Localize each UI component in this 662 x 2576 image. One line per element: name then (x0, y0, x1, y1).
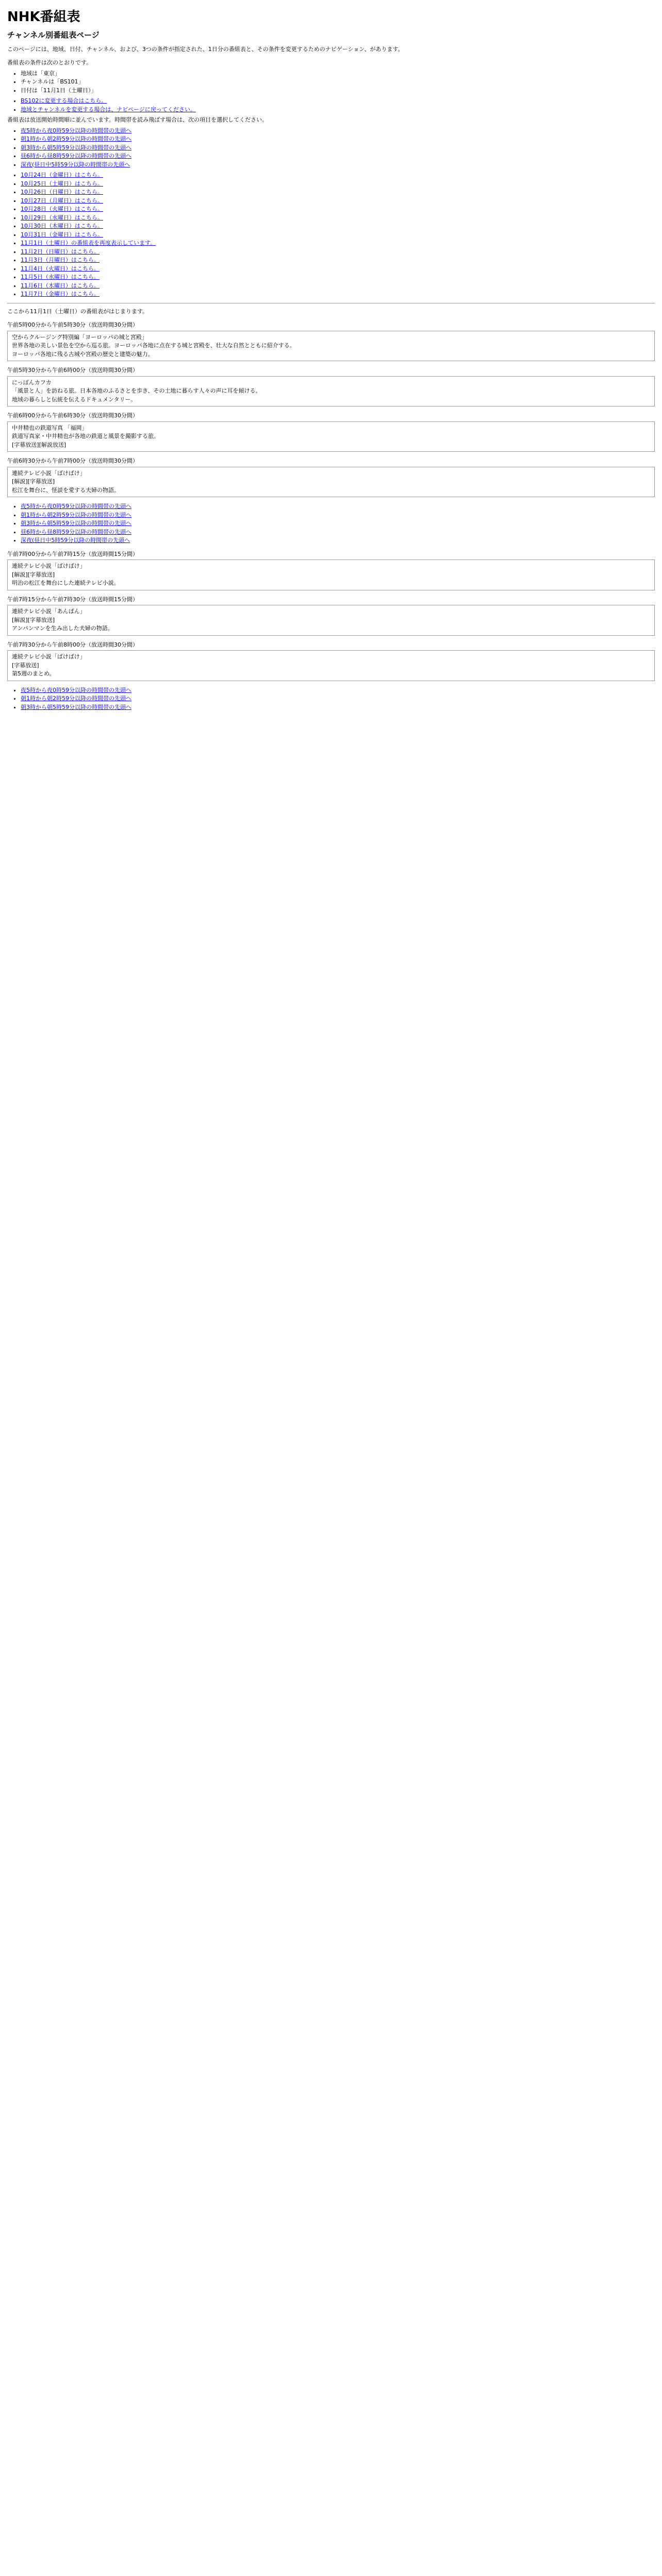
program-title: 連続テレビ小説「あんぱん」 (12, 608, 86, 615)
programs-b (7, 550, 655, 681)
program (7, 596, 655, 636)
time-jump-item[interactable] (21, 144, 655, 152)
program-time: 午前6時00分から午前6時30分（放送時間30分間） (7, 412, 138, 419)
condition-item: • チャンネルは「BS101」 (21, 78, 655, 87)
conditions-section (7, 59, 655, 95)
bottom-time-jump-item[interactable] (21, 694, 655, 703)
mid-time-jump-link[interactable]: 朝1時から朝2時59分以降の時間帯の先頭へ (21, 511, 131, 518)
date-item[interactable] (21, 231, 655, 240)
page (0, 0, 662, 718)
time-jump-item[interactable] (21, 161, 655, 170)
change-item[interactable] (21, 97, 655, 106)
date-link[interactable]: 10月31日（金曜日）はこちら。 (21, 231, 103, 238)
change-link[interactable]: 地域とチャンネルを変更する場合は、ナビページに戻ってください。 (21, 106, 196, 113)
program-box (7, 376, 655, 407)
program-box (7, 560, 655, 590)
program (7, 457, 655, 497)
time-jump-item[interactable] (21, 127, 655, 135)
program-time: 午前7時00分から午前7時15分（放送時間15分間） (7, 550, 138, 557)
date-link[interactable]: 11月1日（土曜日）の番組表を再度表示しています。 (21, 240, 156, 246)
date-link[interactable]: 11月2日（日曜日）はこちら。 (21, 248, 100, 255)
time-jump-link[interactable]: 朝1時から朝2時59分以降の時間帯の先頭へ (21, 135, 131, 142)
date-item[interactable] (21, 248, 655, 257)
date-item[interactable] (21, 180, 655, 189)
date-link[interactable]: 11月7日（金曜日）はこちら。 (21, 291, 100, 297)
program-time: 午前5時30分から午前6時00分（放送時間30分間） (7, 367, 138, 374)
time-jump-item[interactable] (21, 135, 655, 144)
bottom-time-jump-link[interactable]: 夜5時から夜0時59分以降の時間帯の先頭へ (21, 686, 131, 693)
date-link[interactable]: 10月28日（火曜日）はこちら。 (21, 206, 103, 212)
time-jump-link[interactable]: 深夜(昼日中5時59分以降の時間帯の先頭へ (21, 161, 130, 168)
date-item[interactable] (21, 273, 655, 282)
page-title: NHK番組表 (7, 9, 80, 25)
program (7, 321, 655, 361)
program-line: 鉄道写真家・中井精也が各地の鉄道と風景を撮影する旅。 (12, 433, 159, 439)
mid-time-jump-item[interactable] (21, 528, 655, 537)
change-link[interactable]: BS102に変更する場合はこちら。 (21, 97, 107, 104)
time-jump-link[interactable]: 朝3時から朝5時59分以降の時間帯の先頭へ (21, 144, 131, 151)
program-line: 地域の暮らしと伝統を伝えるドキュメンタリー。 (12, 396, 137, 403)
program-line: [字幕放送] (12, 662, 39, 669)
programs-a (7, 321, 655, 497)
date-item[interactable] (21, 188, 655, 197)
program-time: 午前7時15分から午前7時30分（放送時間15分間） (7, 596, 138, 603)
program-line: ヨーロッパ各地に残る古城や宮殿の歴史と建築の魅力。 (12, 350, 154, 358)
date-item[interactable] (21, 222, 655, 231)
program-box (7, 467, 655, 498)
program-time: 午前5時00分から午前5時30分（放送時間30分間） (7, 321, 138, 328)
date-links (21, 171, 655, 299)
program-title: 中井精也の鉄道写真 「福岡」 (12, 424, 88, 431)
bottom-time-jump-item[interactable] (21, 703, 655, 712)
mid-time-jump-link[interactable]: 朝3時から朝5時59分以降の時間帯の先頭へ (21, 520, 131, 527)
program-title: 連続テレビ小説「ばけばけ」 (12, 469, 86, 477)
mid-time-jump-item[interactable] (21, 519, 655, 528)
bottom-links (21, 686, 655, 712)
condition-item: • 地域は「東京」 (21, 70, 655, 78)
date-item[interactable] (21, 171, 655, 180)
program-line: 「風景と人」を訪ねる旅。日本各地のふるさとを歩き、その土地に暮らす人々の声に耳を傾ける。 (12, 387, 261, 394)
program-title: にっぽんカフカ (12, 379, 52, 386)
program-title: 空からクルージング特別編「ヨーロッパの城と宮殿」 (12, 333, 147, 341)
date-link[interactable]: 10月29日（水曜日）はこちら。 (21, 214, 103, 221)
program-line: 松江を舞台に、怪談を愛する夫婦の物語。 (12, 486, 120, 494)
time-jump-link[interactable]: 夜5時から夜0時59分以降の時間帯の先頭へ (21, 127, 131, 134)
mid-time-jump-link[interactable]: 昼6時から昼8時59分以降の時間帯の先頭へ (21, 528, 131, 535)
date-link[interactable]: 10月30日（木曜日）はこちら。 (21, 223, 103, 229)
date-link[interactable]: 11月5日（水曜日）はこちら。 (21, 274, 100, 280)
program-time: 午前6時30分から午前7時00分（放送時間30分間） (7, 457, 138, 464)
time-links (21, 127, 655, 170)
intro-text: このページには、地域、日付、チャンネル、および、3つの条件が指定された、1日分の番組表と、その条件を変更するためのナビゲーション、があります。 (7, 45, 404, 53)
date-link[interactable]: 10月24日（金曜日）はこちら。 (21, 172, 103, 178)
program-line: アンパンマンを生み出した夫婦の物語。 (12, 625, 113, 632)
date-item[interactable] (21, 239, 655, 248)
time-jump-link[interactable]: 昼6時から昼8時59分以降の時間帯の先頭へ (21, 152, 131, 159)
program-box (7, 421, 655, 452)
mid-time-jump-item[interactable] (21, 536, 655, 545)
date-item[interactable] (21, 205, 655, 214)
date-link[interactable]: 11月4日（火曜日）はこちら。 (21, 265, 100, 272)
program-line: [解説][字幕放送] (12, 571, 55, 578)
program (7, 641, 655, 681)
time-note: 番組表は放送開始時間順に並んでいます。時間帯を読み飛ばす場合は、次の項目を選択してください。 (7, 116, 268, 123)
program-title: 連続テレビ小説「ばけばけ」 (12, 563, 86, 569)
change-links (21, 97, 655, 114)
bottom-time-jump-link[interactable]: 朝3時から朝5時59分以降の時間帯の先頭へ (21, 703, 131, 710)
program-line: [解説][字幕放送] (12, 616, 55, 623)
bottom-time-jump-link[interactable]: 朝1時から朝2時59分以降の時間帯の先頭へ (21, 695, 131, 702)
program (7, 550, 655, 590)
program-line: 世界各地の美しい景色を空から巡る旅。ヨーロッパ各地に点在する城と宮殿を、壮大な自然とともに紹介する。 (12, 342, 295, 349)
program-line: [字幕放送][解説放送] (12, 441, 67, 448)
date-link[interactable]: 10月26日（日曜日）はこちら。 (21, 189, 103, 195)
date-item[interactable] (21, 290, 655, 299)
mid-links (21, 502, 655, 545)
change-item[interactable] (21, 106, 655, 114)
condition-item: • 日付は「11月1日（土曜日）」 (21, 87, 655, 95)
program-title: 連続テレビ小説「ばけばけ」 (12, 653, 86, 660)
date-item[interactable] (21, 256, 655, 265)
date-item[interactable] (21, 197, 655, 206)
date-item[interactable] (21, 214, 655, 223)
date-link[interactable]: 11月3日（月曜日）はこちら。 (21, 257, 100, 263)
program-line: 第5週のまとめ。 (12, 670, 55, 677)
program-line: [解説][字幕放送] (12, 478, 55, 485)
program-time: 午前7時30分から午前8時00分（放送時間30分間） (7, 641, 138, 648)
date-item[interactable] (21, 265, 655, 274)
time-jump-item[interactable] (21, 152, 655, 161)
mid-time-jump-item[interactable] (21, 511, 655, 520)
bottom-time-jump-item[interactable] (21, 686, 655, 695)
day-start-text: ここから11月1日（土曜日）の番組表がはじまります。 (7, 308, 148, 315)
page-subtitle: チャンネル別番組表ページ (7, 30, 100, 40)
date-link[interactable]: 11月6日（木曜日）はこちら。 (21, 282, 100, 289)
program-box (7, 331, 655, 362)
program-line: 明治の松江を舞台にした連続テレビ小説。 (12, 580, 120, 586)
program (7, 366, 655, 406)
date-item[interactable] (21, 282, 655, 291)
date-link[interactable]: 10月27日（月曜日）はこちら。 (21, 197, 103, 204)
mid-time-jump-item[interactable] (21, 502, 655, 511)
conditions-label: 番組表の条件は次のとおりです。 (7, 59, 92, 66)
mid-time-jump-link[interactable]: 夜5時から夜0時59分以降の時間帯の先頭へ (21, 503, 131, 510)
program (7, 412, 655, 452)
program-box (7, 650, 655, 681)
date-link[interactable]: 10月25日（土曜日）はこちら。 (21, 180, 103, 187)
mid-time-jump-link[interactable]: 深夜(昼日中5時59分以降の時間帯の先頭へ (21, 537, 130, 544)
conditions-list (21, 70, 655, 95)
program-box (7, 605, 655, 636)
